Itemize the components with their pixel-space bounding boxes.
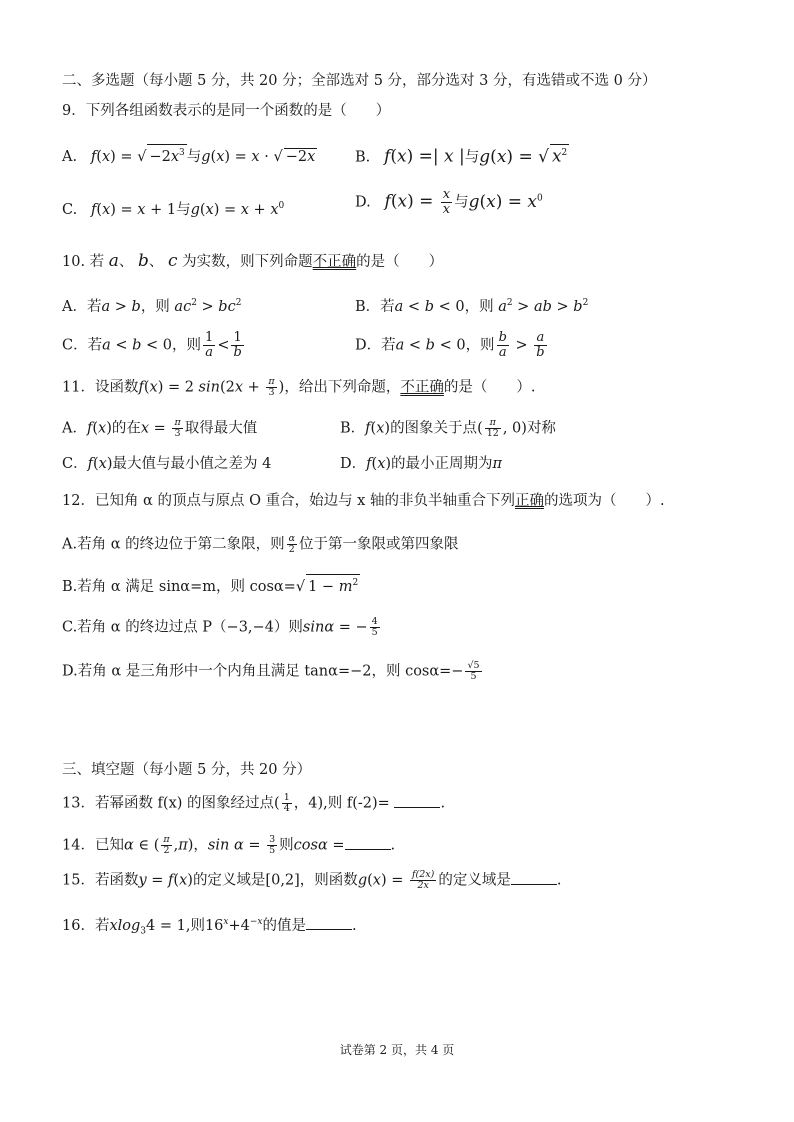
q11-option-d: D．f(x)的最小正周期为π <box>340 456 503 472</box>
q12-option-b: B.若角 α 满足 sinα=m，则 cosα=√ $1 - m^2$ <box>62 574 360 597</box>
q10-stem: 10. 若 a、 b、 c 为实数，则下列命题不正确的是（ ） <box>62 251 444 271</box>
section-2-title: 二、多选题（每小题 5 分，共 20 分；全部选对 5 分，部分选对 3 分，有选错或不选 0 分） <box>62 73 657 89</box>
q9-option-d: D. f(x) = $\frac{x}{x}$ 与$g(x) = x^0$ <box>355 187 543 218</box>
q10-option-d: D．若a < b < 0，则 $\frac{b}{a}$ > $\frac{a}{b}$ <box>355 330 545 360</box>
q11-option-c: C．f(x)最大值与最小值之差为 4 <box>62 456 272 472</box>
q11-stem: 11．设函数f(x) = 2 sin(2x + $\frac{\pi}{3}$ )，给出下列命题，不正确的是（ ）. <box>62 376 536 398</box>
q11-option-a: A．f(x)的在x = $\frac{\pi}{3}$ 取得最大值 <box>62 417 258 439</box>
q13-answer-blank[interactable] <box>394 795 440 808</box>
q12-option-d: D.若角 α 是三角形中一个内角且满足 tanα=−2，则 cosα=− $\frac{√5}{5}$ <box>62 660 480 682</box>
q12-option-c: C.若角 α 的终边过点 P（−3,−4）则sinα = − $\frac{4}{5}$ <box>62 616 378 638</box>
q12-option-a: A.若角 α 的终边位于第二象限，则 $\frac{\alpha}{2}$ 位于第一象限或第四象限 <box>62 533 459 555</box>
q14-answer-blank[interactable] <box>345 837 391 850</box>
q13: 13．若幂函数 f(x) 的图象经过点( $\frac{1}{4}$ ，4),则 f(-2)= . <box>62 792 446 814</box>
q9-option-a: A. f(x) = √ $-2x^3$ 与g(x) = x · √ −2x <box>62 144 317 167</box>
section-3-title: 三、填空题（每小题 5 分，共 20 分） <box>62 762 312 778</box>
q10-option-b: B．若a < b < 0，则 $a^2$ > ab > $b^2$ <box>355 298 589 315</box>
q15: 15．若函数y = f(x)的定义域是[0,2]，则函数g(x) = $\frac{f(2x)}{2x}$ 的定义域是 . <box>62 869 562 891</box>
q9-option-c: C. f(x) = x + 1与$g(x) = x + x^0$ <box>62 201 285 218</box>
q10-option-a: A．若a > b，则 $ac^2 > bc^2$ <box>62 298 242 315</box>
q11-option-b: B．f(x)的图象关于点( $\frac{\pi}{12}$ , 0)对称 <box>340 417 556 439</box>
q10-option-c: C．若a < b < 0，则 $\frac{1}{a}$ < $\frac{1}{b}$ <box>62 330 242 360</box>
q9-option-b: B. f(x) =| x |与g(x) = √ $x^2$ <box>355 144 569 168</box>
q15-answer-blank[interactable] <box>511 872 557 885</box>
q9-stem: 9．下列各组函数表示的是同一个函数的是（ ） <box>62 103 391 119</box>
q16-answer-blank[interactable] <box>306 917 352 930</box>
q12-stem: 12．已知角 α 的顶点与原点 O 重合，始边与 x 轴的非负半轴重合下列正确的选项为（ ）. <box>62 493 665 509</box>
page-footer: 试卷第 2 页，共 4 页 <box>339 1043 455 1057</box>
q16: 16．若xlog$_3$4 = 1,则$16^x+4^{-x}$的值是 . <box>62 917 357 937</box>
q14: 14．已知α ∈ ( $\frac{\pi}{2}$ ,π)，sin α = $\frac{3}{5}$ 则cosα = . <box>62 834 396 856</box>
